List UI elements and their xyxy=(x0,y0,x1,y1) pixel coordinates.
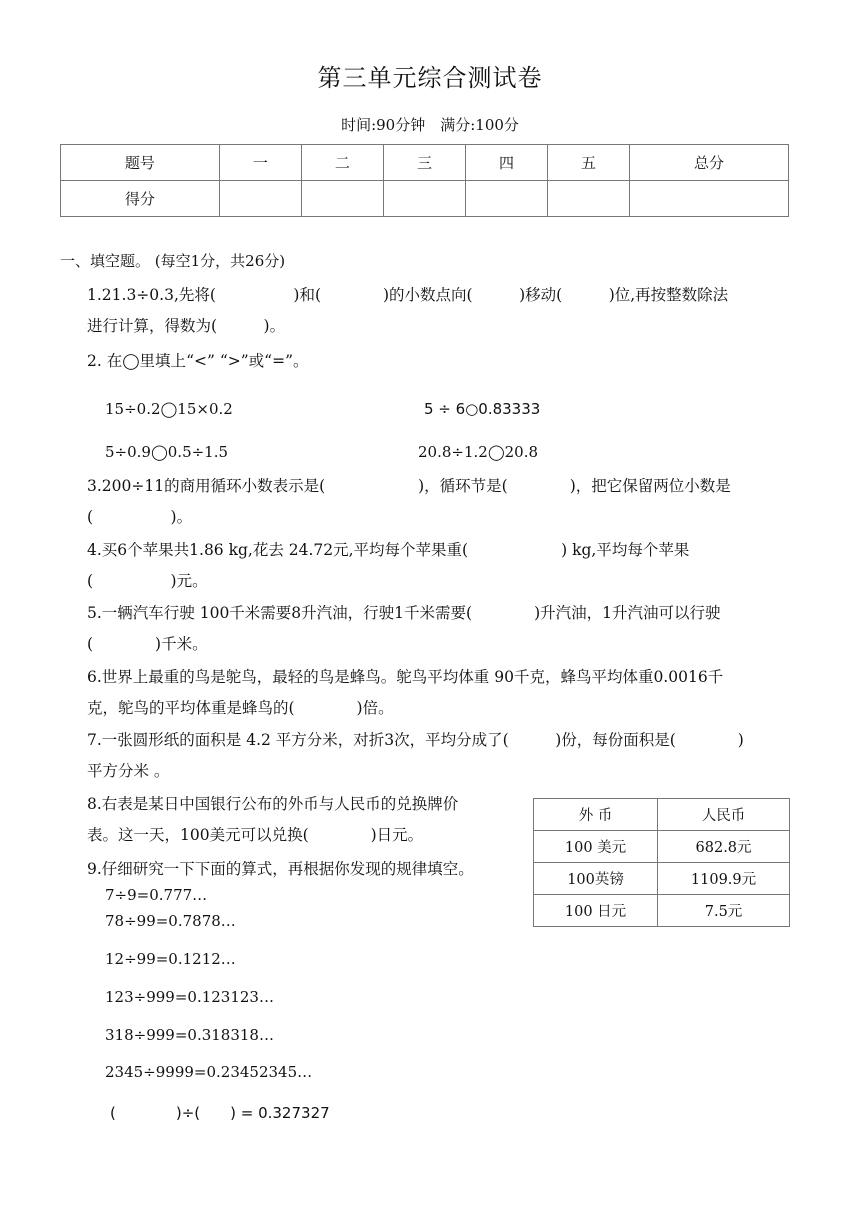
currency-cell: 100 日元 xyxy=(534,895,658,927)
question-8-line-1: 8.右表是某日中国银行公布的外币与人民币的兑换牌价 xyxy=(87,795,459,813)
question-7-line-2: 平方分米 。 xyxy=(87,762,170,780)
score-cell[interactable] xyxy=(465,181,547,217)
rmb-cell: 1109.9元 xyxy=(658,863,790,895)
question-4-line-1: 4.买6个苹果共1.86 kg,花去 24.72元,平均每个苹果重( ) kg,平均每个苹果 xyxy=(87,541,690,559)
question-3-line-2: ( )。 xyxy=(87,508,193,526)
compare-item: 5 ÷ 6○0.83333 xyxy=(424,400,541,418)
question-5-line-1: 5.一辆汽车行驶 100千米需要8升汽油，行驶1千米需要( )升汽油，1升汽油可以行驶 xyxy=(87,604,721,622)
compare-item: 15÷0.2◯15×0.2 xyxy=(105,400,233,418)
currency-cell: 100英镑 xyxy=(534,863,658,895)
exchange-rate-table xyxy=(533,798,790,927)
rmb-cell: 7.5元 xyxy=(658,895,790,927)
currency-cell: 100 美元 xyxy=(534,831,658,863)
pattern-equation: 318÷999=0.318318… xyxy=(105,1026,274,1044)
question-7-line-1: 7.一张圆形纸的面积是 4.2 平方分米，对折3次，平均分成了( )份，每份面积是( ) xyxy=(87,731,744,749)
question-6-line-2: 克，鸵鸟的平均体重是蜂鸟的( )倍。 xyxy=(87,699,394,717)
score-cell[interactable] xyxy=(383,181,465,217)
page-title: 第三单元综合测试卷 xyxy=(317,64,543,92)
compare-item: 5÷0.9◯0.5÷1.5 xyxy=(105,443,229,461)
exchange-table-row xyxy=(534,895,790,927)
question-3-line-1: 3.200÷11的商用循环小数表示是( )，循环节是( )，把它保留两位小数是 xyxy=(87,477,731,495)
question-4-line-2: ( )元。 xyxy=(87,572,208,590)
score-table-score-row xyxy=(61,181,789,217)
pattern-equation: 78÷99=0.7878… xyxy=(105,912,236,930)
score-table xyxy=(60,144,789,217)
question-1-line-1: 1.21.3÷0.3,先将( )和( )的小数点向( )移动( )位,再按整数除法 xyxy=(87,286,729,304)
exchange-table-header xyxy=(534,799,790,831)
score-header-cell: 四 xyxy=(465,145,547,181)
pattern-equation: 12÷99=0.1212… xyxy=(105,950,236,968)
question-1-line-2: 进行计算，得数为( )。 xyxy=(87,317,286,335)
question-2: 2. 在◯里填上“<” “>”或“=”。 xyxy=(87,352,309,370)
exchange-header-cell: 人民币 xyxy=(658,799,790,831)
pattern-answer: ( )÷( ) = 0.327327 xyxy=(110,1104,330,1122)
score-header-cell: 三 xyxy=(383,145,465,181)
question-6-line-1: 6.世界上最重的鸟是鸵鸟，最轻的鸟是蜂鸟。鸵鸟平均体重 90千克，蜂鸟平均体重0.0016千 xyxy=(87,668,724,686)
score-header-cell: 题号 xyxy=(61,145,220,181)
compare-item: 20.8÷1.2◯20.8 xyxy=(418,443,539,461)
section-heading: 一、填空题。 (每空1分，共26分) xyxy=(60,252,286,270)
exchange-header-cell: 外 币 xyxy=(534,799,658,831)
score-cell[interactable] xyxy=(630,181,789,217)
question-9: 9.仔细研究一下下面的算式，再根据你发现的规律填空。 xyxy=(87,860,474,878)
exchange-table-row xyxy=(534,831,790,863)
rmb-cell: 682.8元 xyxy=(658,831,790,863)
pattern-equation: 7÷9=0.777… xyxy=(105,886,208,904)
exchange-table-row xyxy=(534,863,790,895)
score-cell[interactable] xyxy=(219,181,301,217)
score-header-cell: 总分 xyxy=(630,145,789,181)
question-5-line-2: ( )千米。 xyxy=(87,635,208,653)
score-row-label: 得分 xyxy=(61,181,220,217)
pattern-equation: 123÷999=0.123123… xyxy=(105,988,274,1006)
score-table-header-row xyxy=(61,145,789,181)
pattern-equation: 2345÷9999=0.23452345… xyxy=(105,1063,313,1081)
score-cell[interactable] xyxy=(301,181,383,217)
score-header-cell: 一 xyxy=(219,145,301,181)
question-8-line-2: 表。这一天，100美元可以兑换( )日元。 xyxy=(87,826,424,844)
exam-info: 时间:90分钟 满分:100分 xyxy=(341,116,519,134)
score-header-cell: 二 xyxy=(301,145,383,181)
score-cell[interactable] xyxy=(548,181,630,217)
score-header-cell: 五 xyxy=(548,145,630,181)
